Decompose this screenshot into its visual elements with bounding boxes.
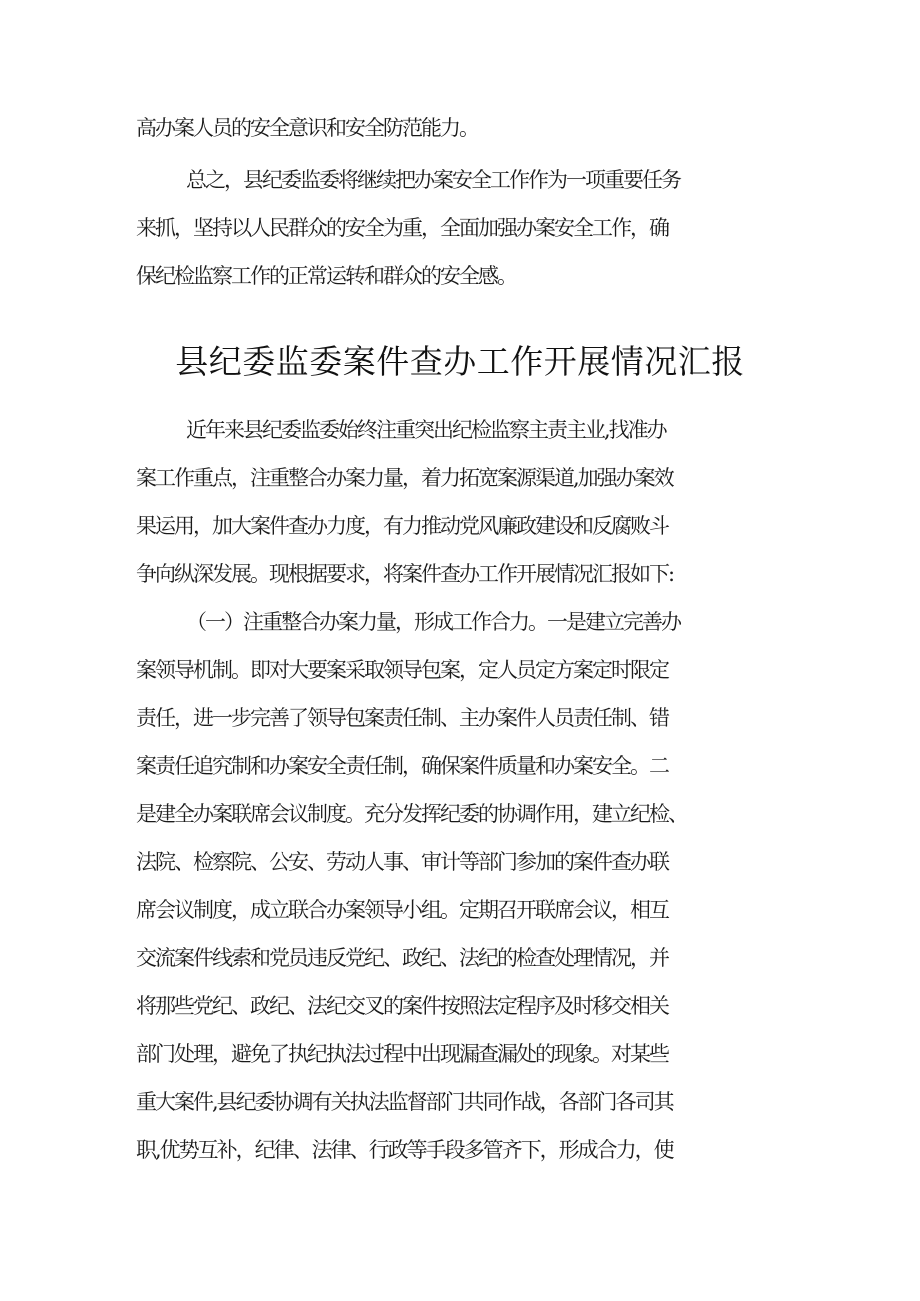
text-line: （一）注重整合办案力量，形成工作合力。一是建立完善办 [186,610,680,634]
page-title: 县纪委监委案件查办工作开展情况汇报 [175,342,745,381]
text-line: 法院、检察院、公安、劳动人事、审计等部门参加的案件查办联 [136,850,668,874]
text-line: 争向纵深发展。现根据要求，将案件查办工作开展情况汇报如下: [136,562,674,586]
text-line: 席会议制度，成立联合办案领导小组。定期召开联席会议，相互 [136,898,668,922]
text-line: 案领导机制。即对大要案采取领导包案，定人员定方案定时限定 [136,658,668,682]
text-line: 责任，进一步完善了领导包案责任制、主办案件人员责任制、错 [136,706,668,730]
text-line: 果运用，加大案件查办力度，有力推动党风廉政建设和反腐败斗 [136,514,668,538]
text-line: 案工作重点，注重整合办案力量，着力拓宽案源渠道,加强办案效 [136,466,673,490]
text-line: 保纪检监察工作的正常运转和群众的安全感。 [136,264,516,288]
text-line: 高办案人员的安全意识和安全防范能力。 [136,116,478,140]
text-line: 近年来县纪委监委始终注重突出纪检监察主责主业,找准办 [186,418,666,442]
text-line: 职,优势互补，纪律、法律、行政等手段多管齐下，形成合力，使 [136,1138,673,1162]
text-line: 重大案件,县纪委协调有关执法监督部门共同作战，各部门各司其 [136,1090,673,1114]
text-line: 部门处理，避免了执纪执法过程中出现漏查漏处的现象。对某些 [136,1042,668,1066]
text-line: 来抓，坚持以人民群众的安全为重，全面加强办案安全工作，确 [136,216,668,240]
text-line: 总之，县纪委监委将继续把办案安全工作作为一项重要任务 [186,168,680,192]
text-line: 案责任追究制和办案安全责任制，确保案件质量和办案安全。二 [136,754,668,778]
text-line: 是建全办案联席会议制度。充分发挥纪委的协调作用，建立纪检、 [136,802,687,826]
text-line: 将那些党纪、政纪、法纪交叉的案件按照法定程序及时移交相关 [136,994,668,1018]
text-line: 交流案件线索和党员违反党纪、政纪、法纪的检查处理情况，并 [136,946,668,970]
